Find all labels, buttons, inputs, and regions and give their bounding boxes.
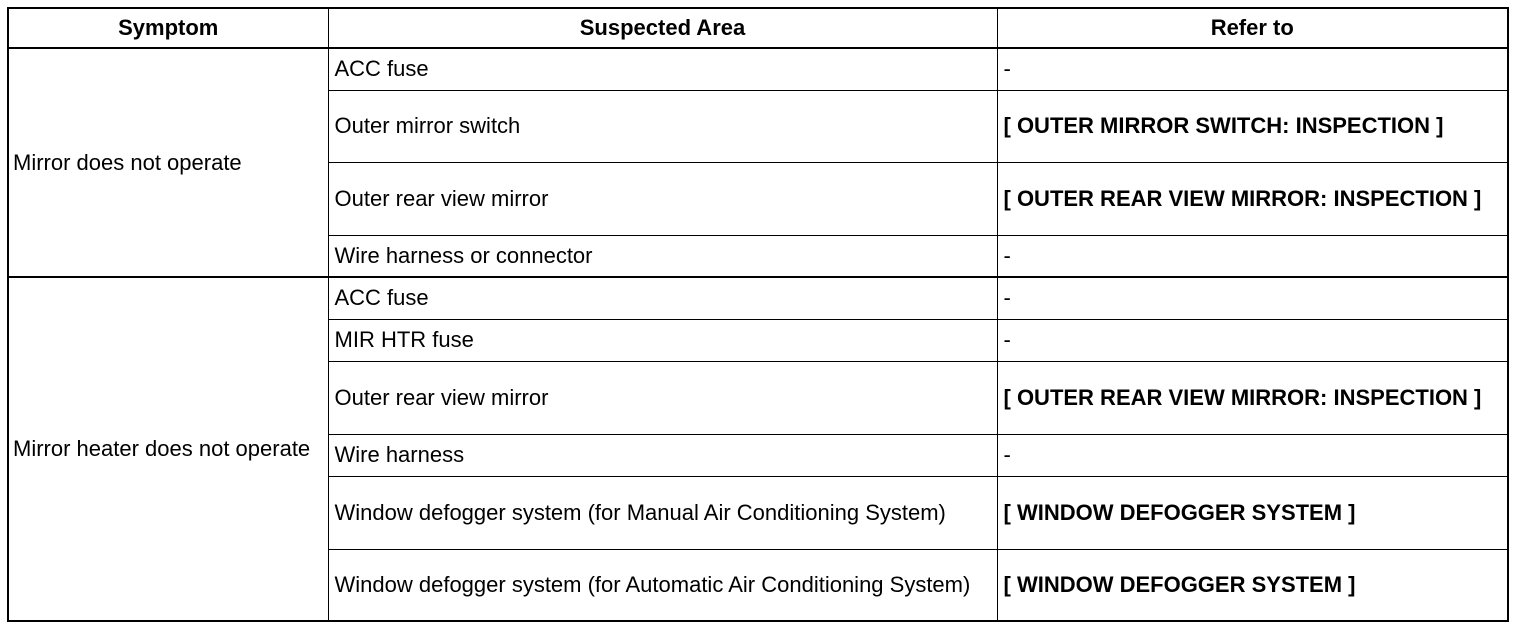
header-refer-to: Refer to bbox=[997, 8, 1508, 48]
refer-to-link[interactable]: [ OUTER REAR VIEW MIRROR: INSPECTION ] bbox=[997, 361, 1508, 434]
suspected-area-cell: ACC fuse bbox=[328, 48, 997, 90]
suspected-area-cell: Window defogger system (for Automatic Air Conditioning System) bbox=[328, 549, 997, 621]
refer-to-cell: - bbox=[997, 319, 1508, 361]
refer-to-link[interactable]: [ OUTER REAR VIEW MIRROR: INSPECTION ] bbox=[997, 162, 1508, 235]
refer-to-link[interactable]: [ WINDOW DEFOGGER SYSTEM ] bbox=[997, 476, 1508, 549]
suspected-area-cell: ACC fuse bbox=[328, 277, 997, 319]
suspected-area-cell: Outer rear view mirror bbox=[328, 162, 997, 235]
header-symptom: Symptom bbox=[8, 8, 328, 48]
suspected-area-cell: Window defogger system (for Manual Air Conditioning System) bbox=[328, 476, 997, 549]
suspected-area-cell: Wire harness or connector bbox=[328, 235, 997, 277]
suspected-area-cell: Outer rear view mirror bbox=[328, 361, 997, 434]
header-suspected-area: Suspected Area bbox=[328, 8, 997, 48]
refer-to-cell: - bbox=[997, 235, 1508, 277]
suspected-area-cell: Outer mirror switch bbox=[328, 90, 997, 162]
troubleshooting-table bbox=[7, 7, 1509, 622]
suspected-area-cell: MIR HTR fuse bbox=[328, 319, 997, 361]
refer-to-link[interactable]: [ WINDOW DEFOGGER SYSTEM ] bbox=[997, 549, 1508, 621]
suspected-area-cell: Wire harness bbox=[328, 434, 997, 476]
table-row bbox=[8, 277, 1508, 319]
refer-to-cell: - bbox=[997, 48, 1508, 90]
header-row bbox=[8, 8, 1508, 48]
refer-to-cell: - bbox=[997, 434, 1508, 476]
refer-to-link[interactable]: [ OUTER MIRROR SWITCH: INSPECTION ] bbox=[997, 90, 1508, 162]
symptom-cell: Mirror heater does not operate bbox=[8, 277, 328, 621]
symptom-cell: Mirror does not operate bbox=[8, 48, 328, 277]
table-row bbox=[8, 48, 1508, 90]
refer-to-cell: - bbox=[997, 277, 1508, 319]
